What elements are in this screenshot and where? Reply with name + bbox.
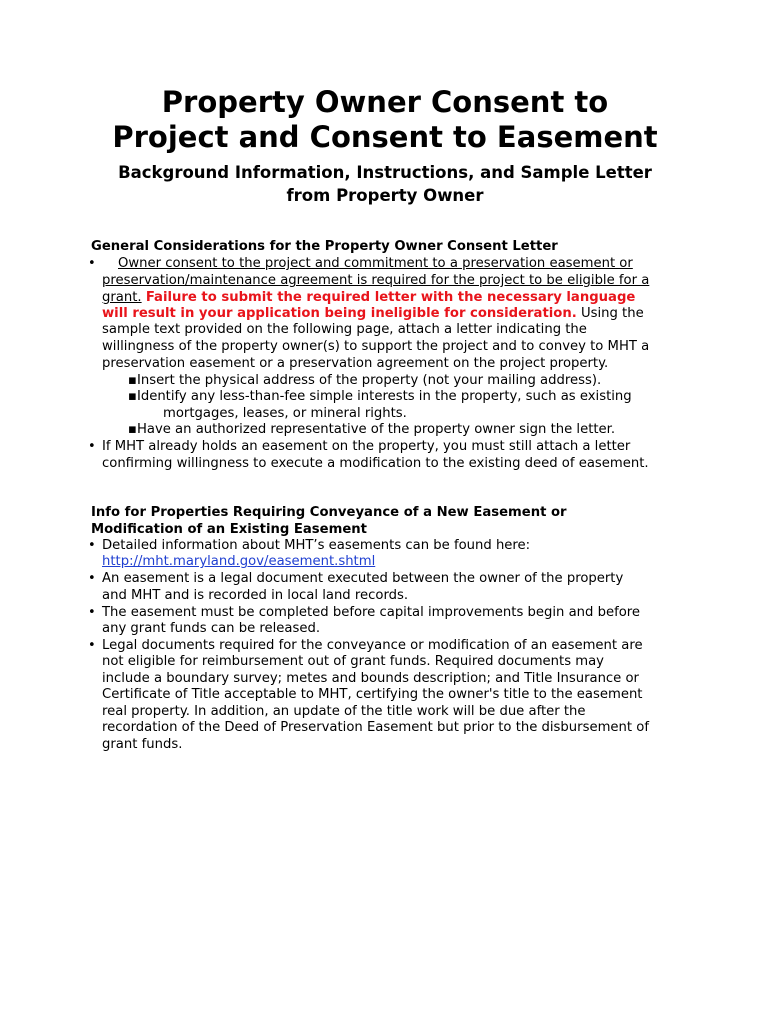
s2-bullet3-line2: any grant funds can be released.: [102, 621, 321, 636]
s1-bullet2-line2: confirming willingness to execute a modification to the existing deed of easement.: [102, 456, 649, 471]
square-bullet-icon: ▪: [128, 422, 137, 437]
s1-bullet1-line4-tail: Using the: [580, 306, 644, 321]
s2-bullet4-line6: recordation of the Deed of Preservation Easement but prior to the disbursement of: [102, 720, 649, 735]
bullet-icon: •: [88, 571, 96, 586]
s1-bullet1-line2: preservation/maintenance agreement is required for the project to be eligible for a: [102, 273, 650, 288]
s2-bullet4-line2: not eligible for reimbursement out of grant funds. Required documents may: [102, 654, 604, 669]
square-bullet-icon: ▪: [128, 373, 137, 388]
s1-bullet1-line4: [102, 306, 644, 323]
warning-text-part1: Failure to submit the required letter with the necessary language: [145, 290, 636, 305]
bullet-icon: •: [88, 538, 96, 553]
page-subtitle: [0, 161, 770, 207]
section-heading-owner-consent: General Considerations for the Property Owner Consent Letter: [91, 239, 558, 254]
s1-bullet2-line1: If MHT already holds an easement on the property, you must still attach a letter: [102, 439, 631, 454]
s1-sub-bullet-3: [128, 422, 615, 439]
bullet-icon: •: [88, 605, 96, 620]
bullet-icon: •: [88, 256, 96, 271]
section2-heading-line2: Modification of an Existing Easement: [91, 521, 367, 537]
s1-sub-bullet-2: [128, 389, 632, 406]
bullet-icon: •: [88, 439, 96, 454]
section2-heading-line1: Info for Properties Requiring Conveyance of a New Easement or: [91, 505, 567, 520]
s2-bullet1-line1: Detailed information about MHT’s easements can be found here:: [102, 538, 531, 553]
s1-bullet1-line5: sample text provided on the following page, attach a letter indicating the: [102, 322, 587, 337]
title-line-2: Project and Consent to Easement: [112, 120, 658, 154]
s2-bullet4-line7: grant funds.: [102, 737, 183, 752]
s1-grant-text: grant.: [102, 290, 142, 305]
s2-bullet2-line1: An easement is a legal document executed between the owner of the property: [102, 571, 624, 586]
s1-sub1-text: Insert the physical address of the property (not your mailing address).: [136, 373, 602, 388]
s2-bullet4-line3: include a boundary survey; metes and bounds description; and Title Insurance or: [102, 671, 639, 686]
s1-sub2-text: Identify any less-than-fee simple interests in the property, such as existing: [136, 389, 632, 404]
page-title: [0, 85, 770, 155]
title-line-1: Property Owner Consent to: [161, 85, 609, 119]
subtitle-line-2: from Property Owner: [286, 186, 484, 205]
subtitle-line-1: Background Information, Instructions, and Sample Letter: [118, 163, 652, 182]
s2-bullet1-line2: [102, 554, 375, 571]
easement-info-link[interactable]: http://mht.maryland.gov/easement.shtml: [102, 554, 376, 569]
s1-bullet1-line7: preservation easement or a preservation agreement on the project property.: [102, 356, 609, 371]
s1-sub-bullet-1: [128, 373, 601, 390]
s1-bullet1-line6: willingness of the property owner(s) to support the project and to convey to MHT a: [102, 339, 650, 354]
s2-bullet4-line4: Certificate of Title acceptable to MHT, certifying the owner's title to the easement: [102, 687, 643, 702]
s2-bullet4-line1: Legal documents required for the conveyance or modification of an easement are: [102, 638, 643, 653]
s1-sub3-text: Have an authorized representative of the property owner sign the letter.: [136, 422, 616, 437]
section-heading-easement: [91, 505, 691, 538]
warning-text-part2: will result in your application being ineligible for consideration.: [102, 306, 577, 321]
s2-bullet2-line2: and MHT and is recorded in local land records.: [102, 588, 409, 603]
bullet-icon: •: [88, 638, 96, 653]
s1-bullet1-line1: Owner consent to the project and commitment to a preservation easement or: [118, 256, 633, 271]
s1-sub-bullet-2-cont: mortgages, leases, or mineral rights.: [163, 406, 407, 421]
square-bullet-icon: ▪: [128, 389, 137, 404]
s2-bullet4-line5: real property. In addition, an update of the title work will be due after the: [102, 704, 586, 719]
s1-bullet1-line3: [102, 290, 635, 307]
s2-bullet3-line1: The easement must be completed before capital improvements begin and before: [102, 605, 641, 620]
